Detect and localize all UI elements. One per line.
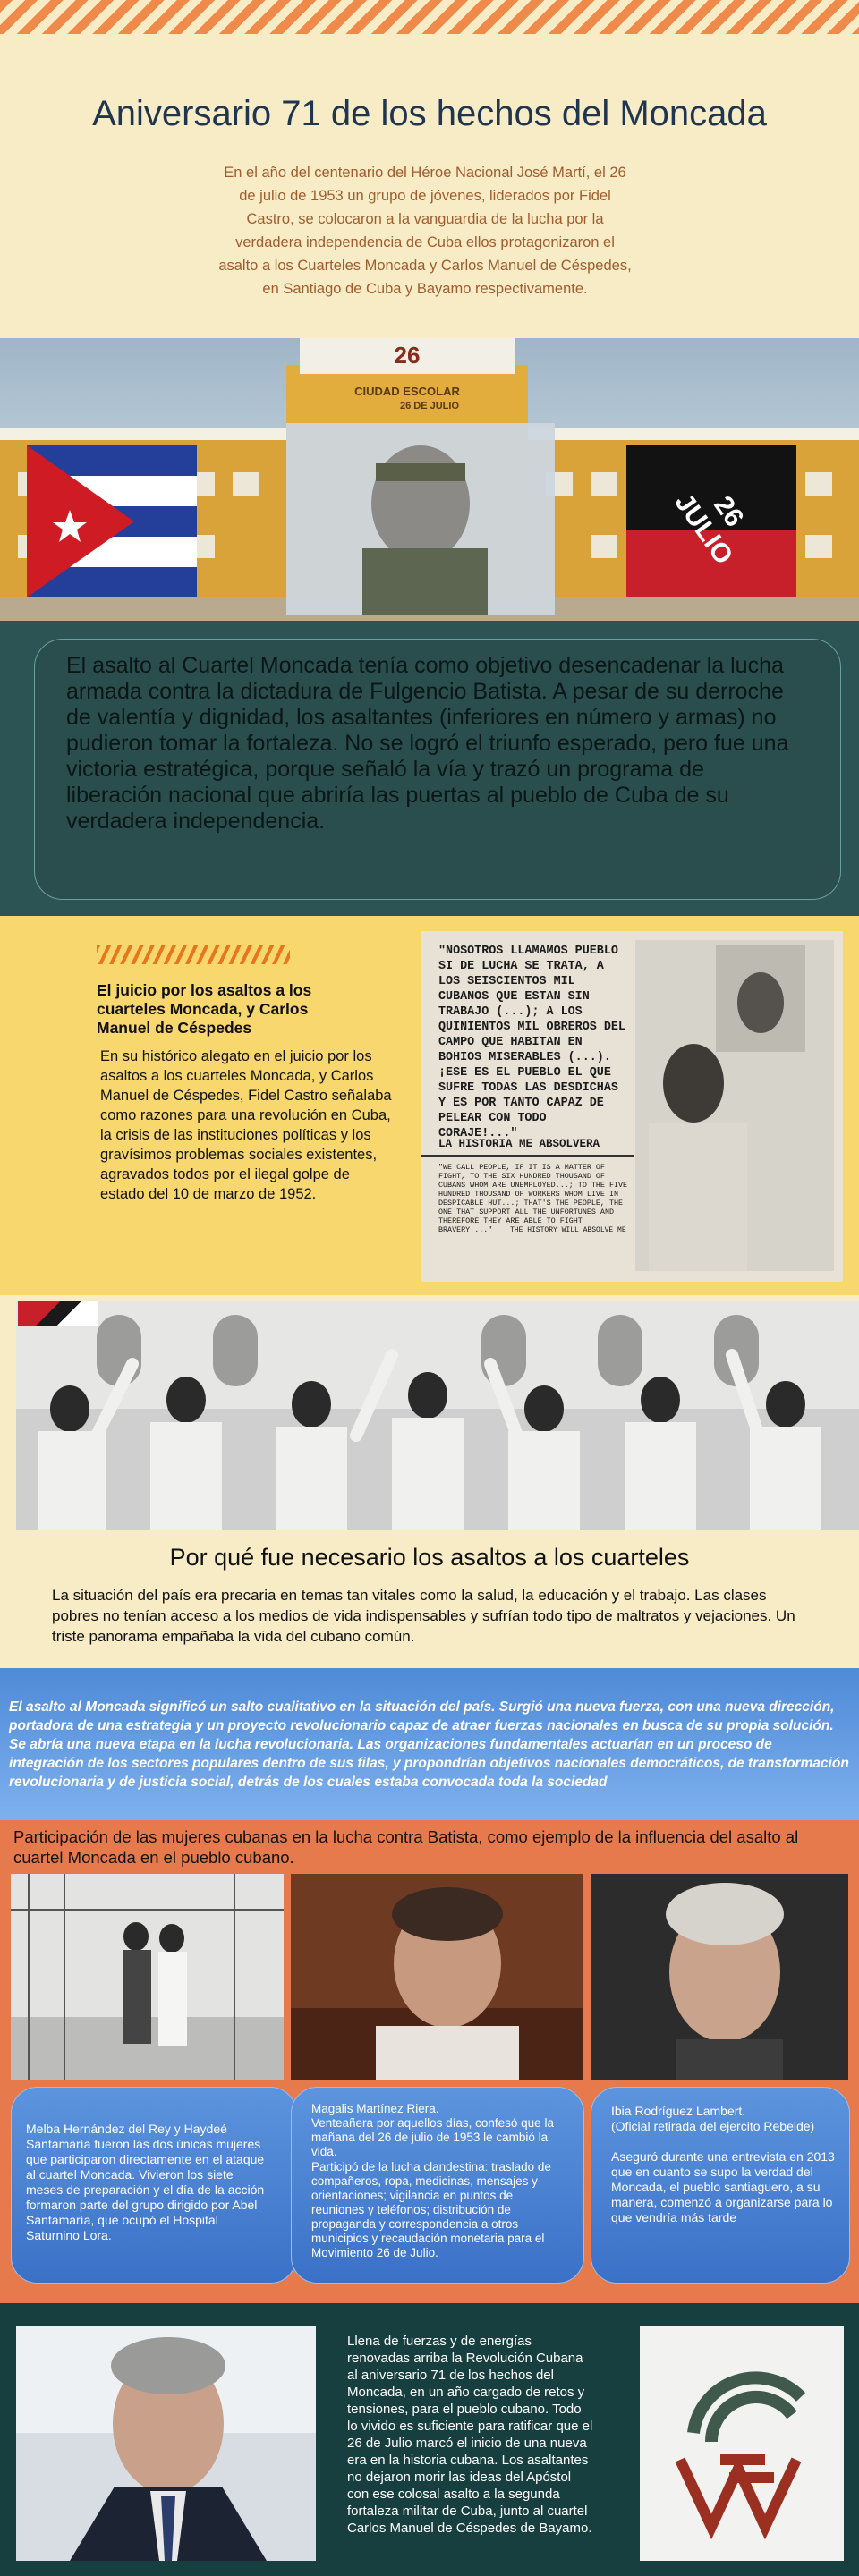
magalis-photo: [291, 1874, 583, 2080]
diaz-canel-photo: [16, 2326, 316, 2561]
juicio-text: En su histórico alegato en el juicio por los asaltos a los cuarteles Moncada, y Carlos Manuel de Céspedes, Fidel Castro señalaba como razones para una revolución en Cuba, la crisis de las instituciones políticas y los gravísimos problemas sociales existentes, agravados todos por el ilegal golpe de estado del 10 de marzo de 1952.: [100, 1048, 392, 1202]
juicio-title: El juicio por los asaltos a los cuarteles Moncada, y Carlos Manuel de Céspedes: [97, 981, 312, 1037]
logo-box: [640, 2326, 844, 2561]
ibia-text: Aseguró durante una entrevista en 2013 que en cuanto se supo la verdad del Moncada, el pueblo santiaguero, a su manera, comenzó a organizarse para lo que vendría más tarde: [611, 2149, 835, 2224]
moncada-group-photo: [16, 1301, 859, 1530]
decorative-stripe: [0, 0, 859, 34]
anniversary-logo-icon: [640, 2326, 844, 2561]
magalis-card: [291, 2087, 584, 2284]
building-sign-date: 26 DE JULIO: [399, 401, 460, 411]
building-number: 26: [394, 342, 421, 369]
quote-spanish: "NOSOTROS LLAMAMOS PUEBLO SI DE LUCHA SE TRATA, A LOS SEISCIENTOS MIL CUBANOS QUE ESTAN SIN TRABAJO (...); A LOS QUINIENTOS MIL OBREROS DEL CAMPO QUE HABITAN EN BOHIOS MISERABLES (...). ¡ESE ES EL PUEBLO EL QUE SUFRE TODAS LAS DESDICHAS Y ES POR TANTO CAPAZ DE PELEAR CON TODO CORAJE!...": [438, 945, 625, 1140]
magalis-name: Magalis Martínez Riera.: [311, 2102, 439, 2115]
melba-haydee-text: Melba Hernández del Rey y Haydeé Santamaría fueron las dos únicas mujeres que participaron directamente en el ataque al cuartel Moncada. Vivieron los siete meses de preparación y el día de la acción formaron parte del grupo dirigido por Abel Santamaría, que ocupó el Hospital Saturnino Lora.: [26, 2122, 265, 2242]
decorative-hatch: [97, 945, 290, 964]
porque-text: La situación del país era precaria en temas tan vitales como la salud, la educación y el trabajo. Las clases pobres no tenían acceso a los medios de vida indispensables y sufrían todo tipo de maltratos y vejaciones. Un triste panorama empañaba la vida del cubano común.: [52, 1587, 795, 1645]
intro-text: En el año del centenario del Héroe Nacional José Martí, el 26 de julio de 1953 un grupo de jóvenes, liderados por Fidel Castro, se colocaron a la vanguardia de la lucha por la verdadera independencia de Cuba ellos protagonizaron el asalto a los Cuarteles Moncada y Carlos Manuel de Céspedes, en Santiago de Cuba y Bayamo respectivamente.: [218, 165, 632, 297]
moncada-building-photo: [0, 338, 859, 621]
building-sign: CIUDAD ESCOLAR: [354, 385, 460, 398]
magalis-intro: Venteañera por aquellos días, confesó que la mañana del 26 de julio de 1953 le cambió la vida.: [311, 2116, 554, 2158]
melba-haydee-photo: [11, 1874, 284, 2080]
ibia-name: Ibia Rodríguez Lambert.: [611, 2104, 746, 2118]
melba-haydee-card: [11, 2087, 297, 2284]
porque-title: Por qué fue necesario los asaltos a los cuarteles: [169, 1544, 690, 1571]
cierre-text: Llena de fuerzas y de energías renovadas arriba la Revolución Cubana al aniversario 71 de los hechos del Moncada, en un año cargado de retos y tensiones, para el pueblo cubano. Todo lo vivido es suficiente para ratificar que el 26 de Julio marcó el inicio de una nueva era en la historia cubana. Los asaltantes no dejaron morir las ideas del Apóstol con ese colosal asalto a la segunda fortaleza militar de Cuba, junto al cuartel Carlos Manuel de Céspedes de Bayamo.: [347, 2334, 593, 2536]
quote-spanish-closing: LA HISTORIA ME ABSOLVERA: [438, 1138, 600, 1150]
mujeres-title: Participación de las mujeres cubanas en la lucha contra Batista, como ejemplo de la influencia del asalto al cuartel Moncada en el pueblo cubano.: [13, 1827, 799, 1867]
quote-english: "WE CALL PEOPLE, IF IT IS A MATTER OF FIGHT, TO THE SIX HUNDRED THOUSAND OF CUBANS WHOM ARE UNEMPLOYED...; TO THE FIVE HUNDRED THOUSAND OF WORKERS WHOM LIVE IN DESPICABLE HUT...; THAT'S THE PEOPLE, THE ONE THAT SUPPORT ALL THE UNFORTUNES AND THEREFORE THEY ARE ABLE TO FIGHT BRAVERY!...": [438, 1163, 628, 1234]
ibia-card: [591, 2087, 850, 2284]
decorative-red-shape: [18, 1301, 98, 1326]
quote-english-closing: THE HISTORY WILL ABSOLVE ME: [510, 1226, 626, 1234]
ibia-photo: [591, 1874, 848, 2080]
significado-text: El asalto al Moncada significó un salto cualitativo en la situación del país. Surgió una nueva fuerza, con una nueva dirección, portadora de una estrategia y un proyecto revolucionario capaz de atraer fuerzas nacionales en busca de su propia solución. Se abría una nueva etapa en la lucha revolucionaria. Las organizaciones fundamentales actuarían en un proceso de integración de los sectores populares dentro de sus filas, y propondrían objetivos nacionales democráticos, de transformación revolucionaria y de justicia social, detrás de los cuales estaba convocada toda la sociedad: [9, 1699, 849, 1790]
moncada-text: El asalto al Cuartel Moncada tenía como objetivo desencadenar la lucha armada contra la dictadura de Fulgencio Batista. A pesar de su derroche de valentía y dignidad, los asaltantes (inferiores en número y armas) no pudieron tomar la fortaleza. No se logró el triunfo esperado, pero fue una victoria estratégica, porque señaló la vía y trazó un programa de liberación nacional que abriría las puertas al pueblo de Cuba de su verdadera independencia.: [66, 653, 789, 834]
magalis-text: Participó de la lucha clandestina: traslado de compañeros, ropa, medicinas, mensajes y orientaciones; vigilancia en puntos de reuniones y teléfonos; distribución de propaganda y correspondencia a otros municipios y recaudación monetaria para el Movimiento 26 de Julio.: [311, 2160, 551, 2259]
flag-text: 26 JULIO: [668, 487, 750, 571]
page-title: Aniversario 71 de los hechos del Moncada: [92, 94, 767, 133]
ibia-rank: (Oficial retirada del ejercito Rebelde): [611, 2119, 815, 2133]
